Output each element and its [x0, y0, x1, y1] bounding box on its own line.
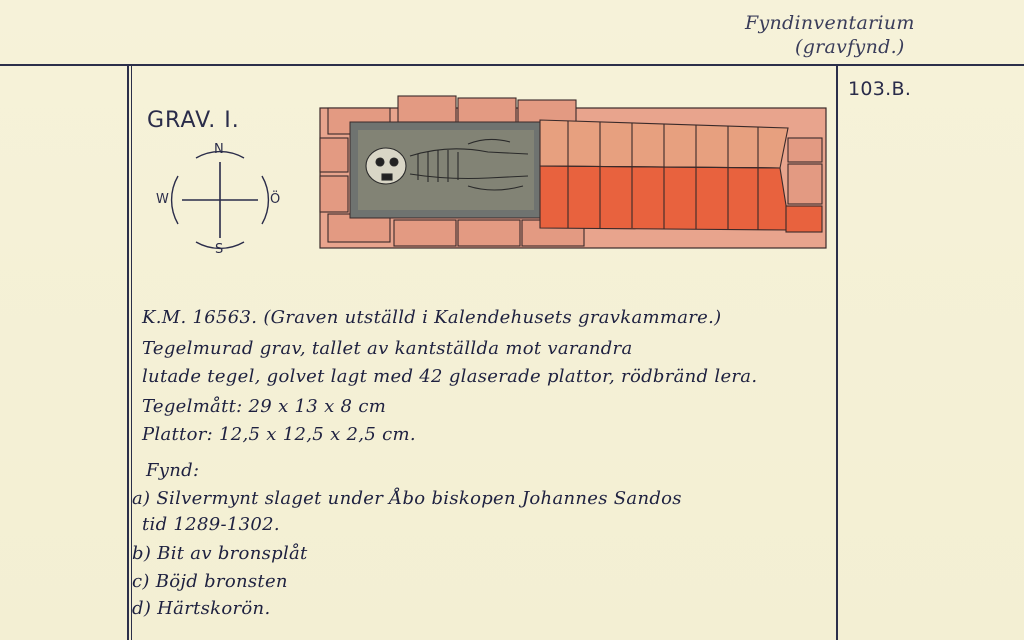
header-title: Fyndinventarium [745, 12, 915, 34]
grave-title: GRAV. I. [147, 108, 240, 133]
text-line-4: Tegelmått: 29 x 13 x 8 cm [142, 396, 387, 417]
compass-rose [156, 140, 281, 260]
text-line-3: lutade tegel, golvet lagt med 42 glaserade plattor, rödbränd lera. [142, 366, 758, 387]
text-line-2: Tegelmurad grav, tallet av kantställda mot varandra [142, 338, 633, 359]
header-subtitle: (gravfynd.) [795, 36, 905, 58]
reference-number: 103.B. [848, 78, 912, 100]
find-item-c: c) Böjd bronsten [132, 571, 288, 592]
compass-south: S [215, 242, 224, 257]
find-item-b: b) Bit av bronsplåt [132, 543, 308, 564]
compass-west: W [156, 192, 169, 207]
find-item-a-cont: tid 1289-1302. [142, 514, 280, 535]
grave-illustration [318, 94, 828, 252]
text-line-5: Plattor: 12,5 x 12,5 x 2,5 cm. [142, 424, 416, 445]
find-item-a: a) Silvermynt slaget under Åbo biskopen Johannes Sandos [132, 488, 682, 509]
margin-rule-left [127, 64, 129, 640]
compass-east: Ö [270, 192, 281, 207]
margin-rule-right [836, 64, 838, 640]
grave-drawing [318, 94, 828, 252]
text-line-1: K.M. 16563. (Graven utställd i Kalendehusets gravkammare.) [142, 307, 722, 328]
find-item-d: d) Härtskorön. [132, 598, 271, 619]
header-rule [0, 64, 1024, 66]
compass-north: N [214, 142, 224, 157]
finds-heading: Fynd: [146, 460, 200, 481]
